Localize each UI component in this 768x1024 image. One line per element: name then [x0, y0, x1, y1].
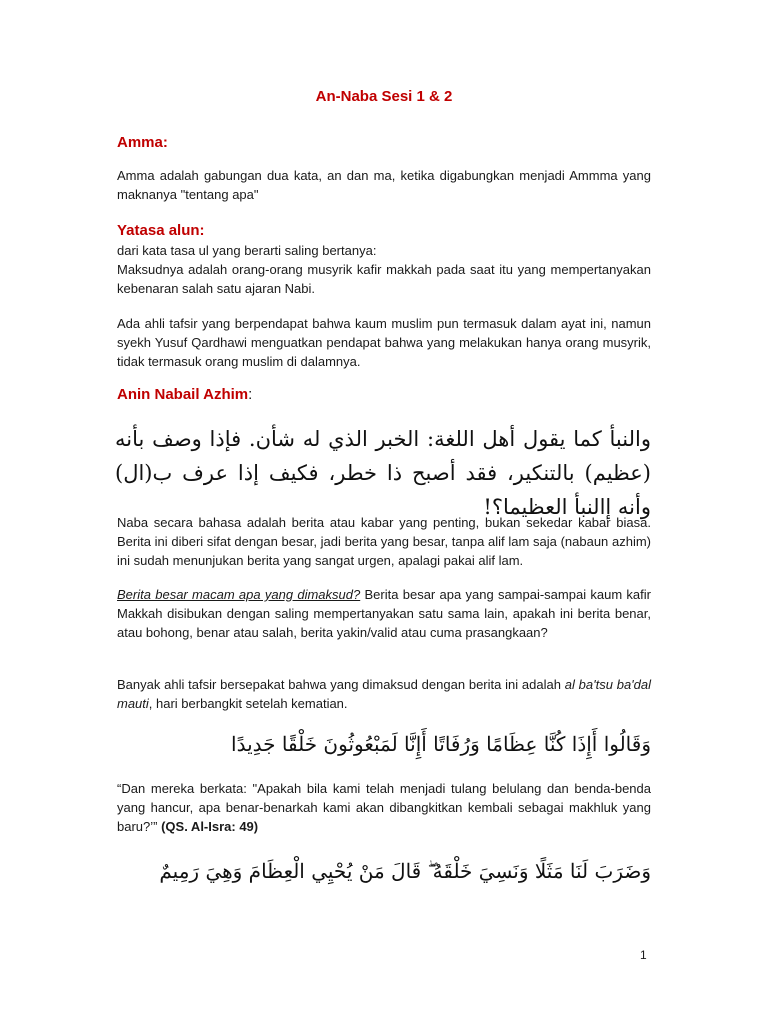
ayah-yasin-78: وَضَرَبَ لَنَا مَثَلًا وَنَسِيَ خَلْقَهُ ۖ قَالَ مَنْ يُحْيِي الْعِظَامَ وَهِيَ رَمِيمٌ	[159, 859, 651, 883]
paragraph-naba-meaning: Naba secara bahasa adalah berita atau kabar yang penting, bukan sekedar kabar biasa. Berita ini diberi sifat dengan besar, jadi berita yang besar, tanpa alif lam saja (nabaun azhim) ini sudah menunjukan berita yang sangat urgen, apalagi pakai alif lam.	[117, 515, 651, 568]
page-number: 1	[640, 948, 647, 962]
question-text: Berita besar macam apa yang dimaksud?	[117, 587, 361, 602]
heading-anin	[117, 386, 252, 403]
paragraph-translation	[117, 779, 651, 836]
yatasa-line-1: dari kata tasa ul yang berarti saling bertanya:	[117, 243, 377, 258]
p3-italic: al ba'tsu ba'dal mauti	[117, 677, 651, 711]
translation-reference: (QS. Al-Isra: 49)	[161, 819, 259, 834]
ayah-al-isra-49: وَقَالُوا أَإِذَا كُنَّا عِظَامًا وَرُفَاتًا أَإِنَّا لَمَبْعُوثُونَ خَلْقًا جَدِيدًا	[231, 732, 651, 756]
document-title: An-Naba Sesi 1 & 2	[315, 88, 453, 105]
translation-text: “Dan mereka berkata: "Apakah bila kami telah menjadi tulang belulang dan benda-benda yang hancur, apa benar-benarkah kami akan dibangkitkan kembali sebagai makhluk yang baru?’”	[117, 781, 651, 834]
arabic-quote: والنبأ كما يقول أهل اللغة: الخبر الذي له شأن. فإذا وصف بأنه (عظيم) بالتنكير، فقد أصبح ذا خطر، فكيف إذا عرف ب(ال) وأنه إالنبأ العظيما؟!	[115, 427, 651, 519]
heading-anin-colon: :	[248, 386, 253, 403]
heading-anin-text: Anin Nabail Azhim	[117, 386, 249, 403]
heading-amma: Amma:	[117, 134, 168, 151]
paragraph-yatasa	[117, 241, 651, 298]
p3-end: , hari berbangkit setelah kematian.	[148, 696, 348, 711]
heading-yatasa: Yatasa alun:	[117, 222, 205, 239]
question-rest: Berita besar apa yang sampai-sampai kaum kafir Makkah disibukan dengan saling mempertanyakan satu sama lain, apakah ini berita benar, atau bohong, benar atau salah, berita yakin/valid atau cuma prasangkaan?	[117, 587, 651, 640]
paragraph-tafsir-opinion: Ada ahli tafsir yang berpendapat bahwa kaum muslim pun termasuk dalam ayat ini, namun syekh Yusuf Qardhawi menguatkan pendapat bahwa yang melakukan hanya orang musyrik, tidak termasuk orang muslim di dalamnya.	[117, 316, 651, 369]
paragraph-ahli-tafsir	[117, 675, 651, 713]
paragraph-amma: Amma adalah gabungan dua kata, an dan ma, ketika digabungkan menjadi Ammma yang maknanya "tentang apa"	[117, 168, 651, 202]
p3-start: Banyak ahli tafsir bersepakat bahwa yang dimaksud dengan berita ini adalah	[117, 677, 565, 692]
paragraph-berita-besar	[117, 585, 651, 642]
yatasa-line-2: Maksudnya adalah orang-orang musyrik kafir makkah pada saat itu yang mempertanyakan kebenaran salah satu ajaran Nabi.	[117, 262, 651, 296]
